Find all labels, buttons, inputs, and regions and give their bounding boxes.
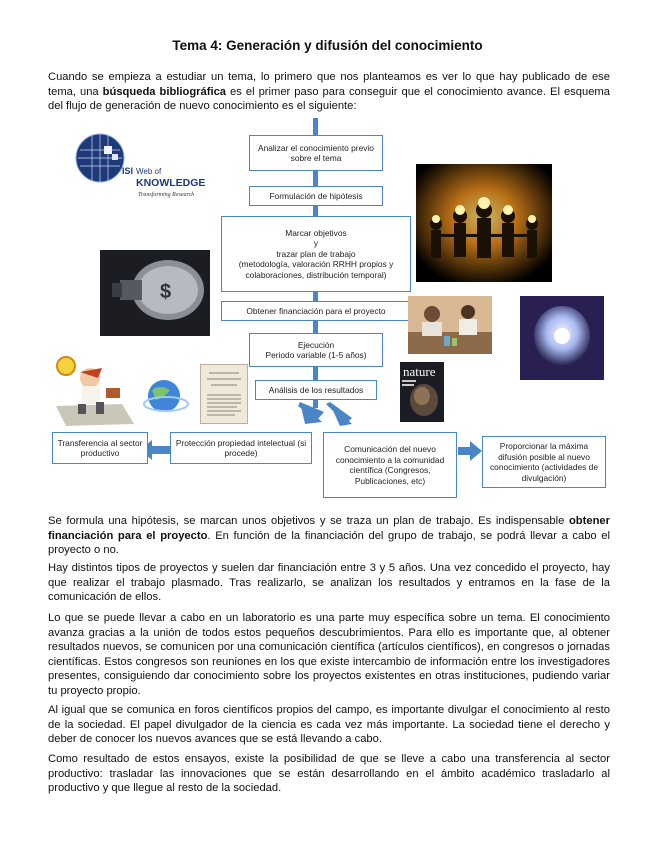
paragraph-society: Al igual que se comunica en foros científicos propios del campo, es importante divulgar el conocimiento al resto de la sociedad. El papel divulgador de la ciencia es cada vez más importante. La sociedad tiene el derecho y deber de conocer los nuevos avances que se está llevando a cabo. xyxy=(48,704,610,745)
intro-paragraph: Cuando se empieza a estudiar un tema, lo primero que nos planteamos es ver lo que hay publicado de ese tema, una búsqueda bibliográfica es el primer paso para conseguir que el conocimiento avance. El esquema del flujo de generación de nuevo conocimiento es el siguiente: xyxy=(48,71,610,112)
isi-web-of-knowledge-logo xyxy=(74,126,224,204)
lab-photo xyxy=(408,296,492,354)
svg-text:$: $ xyxy=(160,281,172,303)
globe-icon xyxy=(140,374,192,416)
svg-text:Web of: Web of xyxy=(136,167,162,176)
flow-step-hypothesis: Formulación de hipótesis xyxy=(249,186,383,206)
svg-text:nature: nature xyxy=(403,364,436,379)
paragraph-hypothesis: Se formula una hipótesis, se marcan unos objetivos y se traza un plan de trabajo. Es indispensable obtener financiación para el proyecto. En función de la financiación del grupo de trabajo, se podrá llevar a cabo el proyecto o no. xyxy=(48,515,610,556)
svg-text:KNOWLEDGE: KNOWLEDGE xyxy=(136,177,206,189)
flow-out-transfer: Transferencia al sector productivo xyxy=(52,432,148,464)
paragraph-transfer: Como resultado de estos ensayos, existe la posibilidad de que se lleve a cabo una transferencia al sector productivo: trasladar las innovaciones que se están desarrollando en el ámbito académico trasladarlo al productivo y que llegue al resto de la sociedad. xyxy=(48,753,610,794)
page-title: Tema 4: Generación y difusión del conocimiento xyxy=(172,38,483,53)
patent-document-image xyxy=(200,364,248,424)
flow-step-execution: Ejecución Periodo variable (1-5 años) xyxy=(249,333,383,367)
flow-step-funding: Obtener financiación para el proyecto xyxy=(221,301,411,321)
paragraph-projects: Hay distintos tipos de proyectos y suelen dar financiación entre 3 y 5 años. Una vez concedido el proyecto, hay que realizar el trabajo plasmado. Tras realizarlo, se analizan los resultados y entramos en la fase de la comunicación de ellos. xyxy=(48,562,610,603)
lamp-image xyxy=(520,296,604,380)
paragraph-laboratory: Lo que se puede llevar a cabo en un laboratorio es una parte muy específica sobre un tema. El conocimiento avanza gracias a la unión de todos estos pequeños descubrimientos. Para ello es importante que, al obtener resultados nuevos, se comunicen por una comunicación científica (artículos científicos), en congresos o jornadas científicas. Estos congresos son reuniones en los que existe intercambio de información entre los investigadores presentes, consiguiendo dar conocimiento sobre los proyectos existentes en otras instituciones, pudiendo variar tu proyecto propio. xyxy=(48,612,610,697)
svg-text:Transforming Research: Transforming Research xyxy=(138,192,195,198)
flow-out-communication: Comunicación del nuevo conocimiento a la comunidad científica (Congresos, Publicaciones, etc) xyxy=(323,432,457,498)
arrow-to-diffusion xyxy=(458,441,482,461)
bulbs-people-image xyxy=(416,164,552,282)
flow-step-objectives-plan: Marcar objetivos y trazar plan de trabajo (metodología, valoración RRHH propios y colaboraciones, distribución temporal) xyxy=(221,216,411,292)
svg-text:ISI: ISI xyxy=(122,166,134,176)
cartoon-scientist-image xyxy=(52,354,136,426)
flow-out-diffusion: Proporcionar la máxima difusión posible al nuevo conocimiento (actividades de divulgación) xyxy=(482,436,606,488)
flow-step-analyze-previous: Analizar el conocimiento previo sobre el tema xyxy=(249,135,383,171)
nature-journal-cover xyxy=(400,362,444,422)
flow-step-results-analysis: Análisis de los resultados xyxy=(255,380,377,400)
flow-out-protection: Protección propiedad intelectual (si procede) xyxy=(170,432,312,464)
dollar-bulb-image xyxy=(100,250,210,336)
